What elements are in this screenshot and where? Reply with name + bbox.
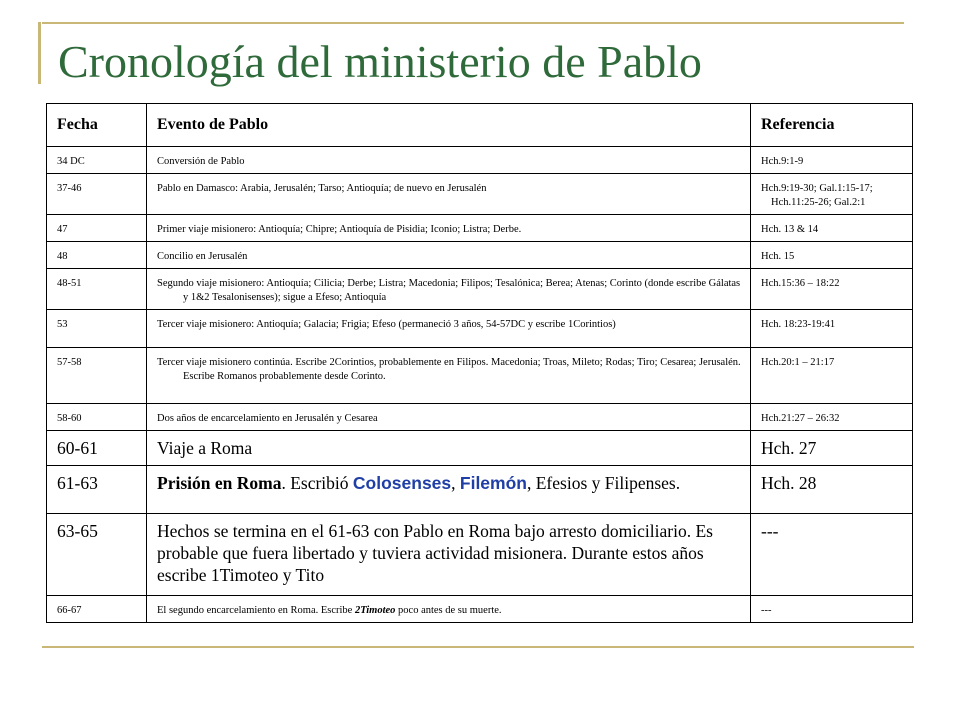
table-row bbox=[47, 514, 913, 596]
table-header-row bbox=[47, 104, 913, 147]
date-cell: 63-65 bbox=[47, 514, 147, 596]
reference-cell: --- bbox=[751, 596, 913, 623]
reference-line-2: Hch.11:25-26; Gal.2:1 bbox=[771, 197, 866, 208]
table-row bbox=[47, 404, 913, 431]
event-text: Pablo en Damasco: Arabia, Jerusalén; Tarso; Antioquía; de nuevo en Jerusalén bbox=[157, 183, 487, 194]
table-row bbox=[47, 596, 913, 623]
event-emphasis-text: 2Timoteo bbox=[354, 605, 396, 616]
event-cell bbox=[147, 404, 751, 431]
event-highlight-colosenses: Colosenses bbox=[352, 473, 452, 493]
reference-cell: Hch.21:27 – 26:32 bbox=[751, 404, 913, 431]
date-cell: 37-46 bbox=[47, 174, 147, 215]
event-text: Tercer viaje misionero continúa. Escribe 2Corintios, probablemente en Filipos. Macedonia; Troas, Mileto; Rodas; Tiro; Cesarea; Jerusalén. Escribe Romanos probablemente desde Corinto. bbox=[157, 357, 741, 382]
event-cell bbox=[147, 348, 751, 404]
reference-cell: --- bbox=[751, 514, 913, 596]
reference-line-1: Hch.9:19-30; Gal.1:15-17; bbox=[761, 183, 873, 194]
event-text: , Efesios y Filipenses. bbox=[526, 473, 681, 493]
event-cell bbox=[147, 310, 751, 348]
event-text: , bbox=[451, 473, 460, 493]
header-date: Fecha bbox=[47, 104, 147, 147]
event-cell bbox=[147, 466, 751, 514]
date-cell: 48 bbox=[47, 242, 147, 269]
reference-cell: Hch.15:36 – 18:22 bbox=[751, 269, 913, 310]
left-accent-line bbox=[38, 22, 41, 84]
event-text: Conversión de Pablo bbox=[157, 156, 245, 167]
reference-cell: Hch.20:1 – 21:17 bbox=[751, 348, 913, 404]
table-row bbox=[47, 269, 913, 310]
date-cell: 61-63 bbox=[47, 466, 147, 514]
event-cell bbox=[147, 269, 751, 310]
event-cell bbox=[147, 147, 751, 174]
table-row bbox=[47, 147, 913, 174]
reference-cell: Hch. 18:23-19:41 bbox=[751, 310, 913, 348]
event-text: Primer viaje misionero: Antioquía; Chipre; Antioquía de Pisidia; Iconio; Listra; Derbe. bbox=[157, 224, 522, 235]
event-bold-text: Prisión en Roma bbox=[157, 473, 282, 493]
event-cell: Hechos se termina en el 61-63 con Pablo en Roma bajo arresto domiciliario. Es probable que fuera libertado y tuviera actividad misionera. Durante estos años escribe 1Timoteo y Tito bbox=[147, 514, 751, 596]
reference-cell: Hch.9:1-9 bbox=[751, 147, 913, 174]
reference-cell: Hch. 13 & 14 bbox=[751, 215, 913, 242]
event-cell bbox=[147, 242, 751, 269]
reference-cell: Hch. 28 bbox=[751, 466, 913, 514]
event-text: poco antes de su muerte. bbox=[395, 605, 502, 616]
header-reference: Referencia bbox=[751, 104, 913, 147]
chronology-table bbox=[46, 103, 913, 623]
event-text: Dos años de encarcelamiento en Jerusalén y Cesarea bbox=[157, 413, 378, 424]
table-row bbox=[47, 174, 913, 215]
event-text: Tercer viaje misionero: Antioquía; Galacia; Frigia; Efeso (permaneció 3 años, 54-57DC y escribe 1Corintios) bbox=[157, 319, 616, 330]
reference-cell: Hch. 27 bbox=[751, 431, 913, 466]
table-row bbox=[47, 348, 913, 404]
date-cell: 60-61 bbox=[47, 431, 147, 466]
table-row bbox=[47, 215, 913, 242]
event-text: . Escribió bbox=[281, 473, 353, 493]
table-row bbox=[47, 431, 913, 466]
event-cell bbox=[147, 174, 751, 215]
event-text: Segundo viaje misionero: Antioquía; Cilicia; Derbe; Listra; Macedonia; Filipos; Tesalónica; Berea; Atenas; Corinto (donde escribe Gálatas y 1&2 Tesalonisenses); sigue a Efeso; Antioquía bbox=[157, 278, 741, 303]
event-cell bbox=[147, 215, 751, 242]
date-cell: 53 bbox=[47, 310, 147, 348]
date-cell: 47 bbox=[47, 215, 147, 242]
slide-title: Cronología del ministerio de Pablo bbox=[58, 36, 702, 87]
date-cell: 34 DC bbox=[47, 147, 147, 174]
event-highlight-filemon: Filemón bbox=[459, 473, 527, 493]
reference-cell bbox=[751, 174, 913, 215]
table-row bbox=[47, 310, 913, 348]
bottom-accent-line bbox=[42, 646, 914, 648]
event-cell: Viaje a Roma bbox=[147, 431, 751, 466]
date-cell: 58-60 bbox=[47, 404, 147, 431]
date-cell: 57-58 bbox=[47, 348, 147, 404]
event-text: El segundo encarcelamiento en Roma. Escribe bbox=[157, 605, 355, 616]
event-text: Concilio en Jerusalén bbox=[157, 251, 248, 262]
reference-cell: Hch. 15 bbox=[751, 242, 913, 269]
header-event: Evento de Pablo bbox=[147, 104, 751, 147]
top-accent-line bbox=[42, 22, 904, 24]
date-cell: 66-67 bbox=[47, 596, 147, 623]
table-row bbox=[47, 242, 913, 269]
event-cell bbox=[147, 596, 751, 623]
table-row bbox=[47, 466, 913, 514]
date-cell: 48-51 bbox=[47, 269, 147, 310]
